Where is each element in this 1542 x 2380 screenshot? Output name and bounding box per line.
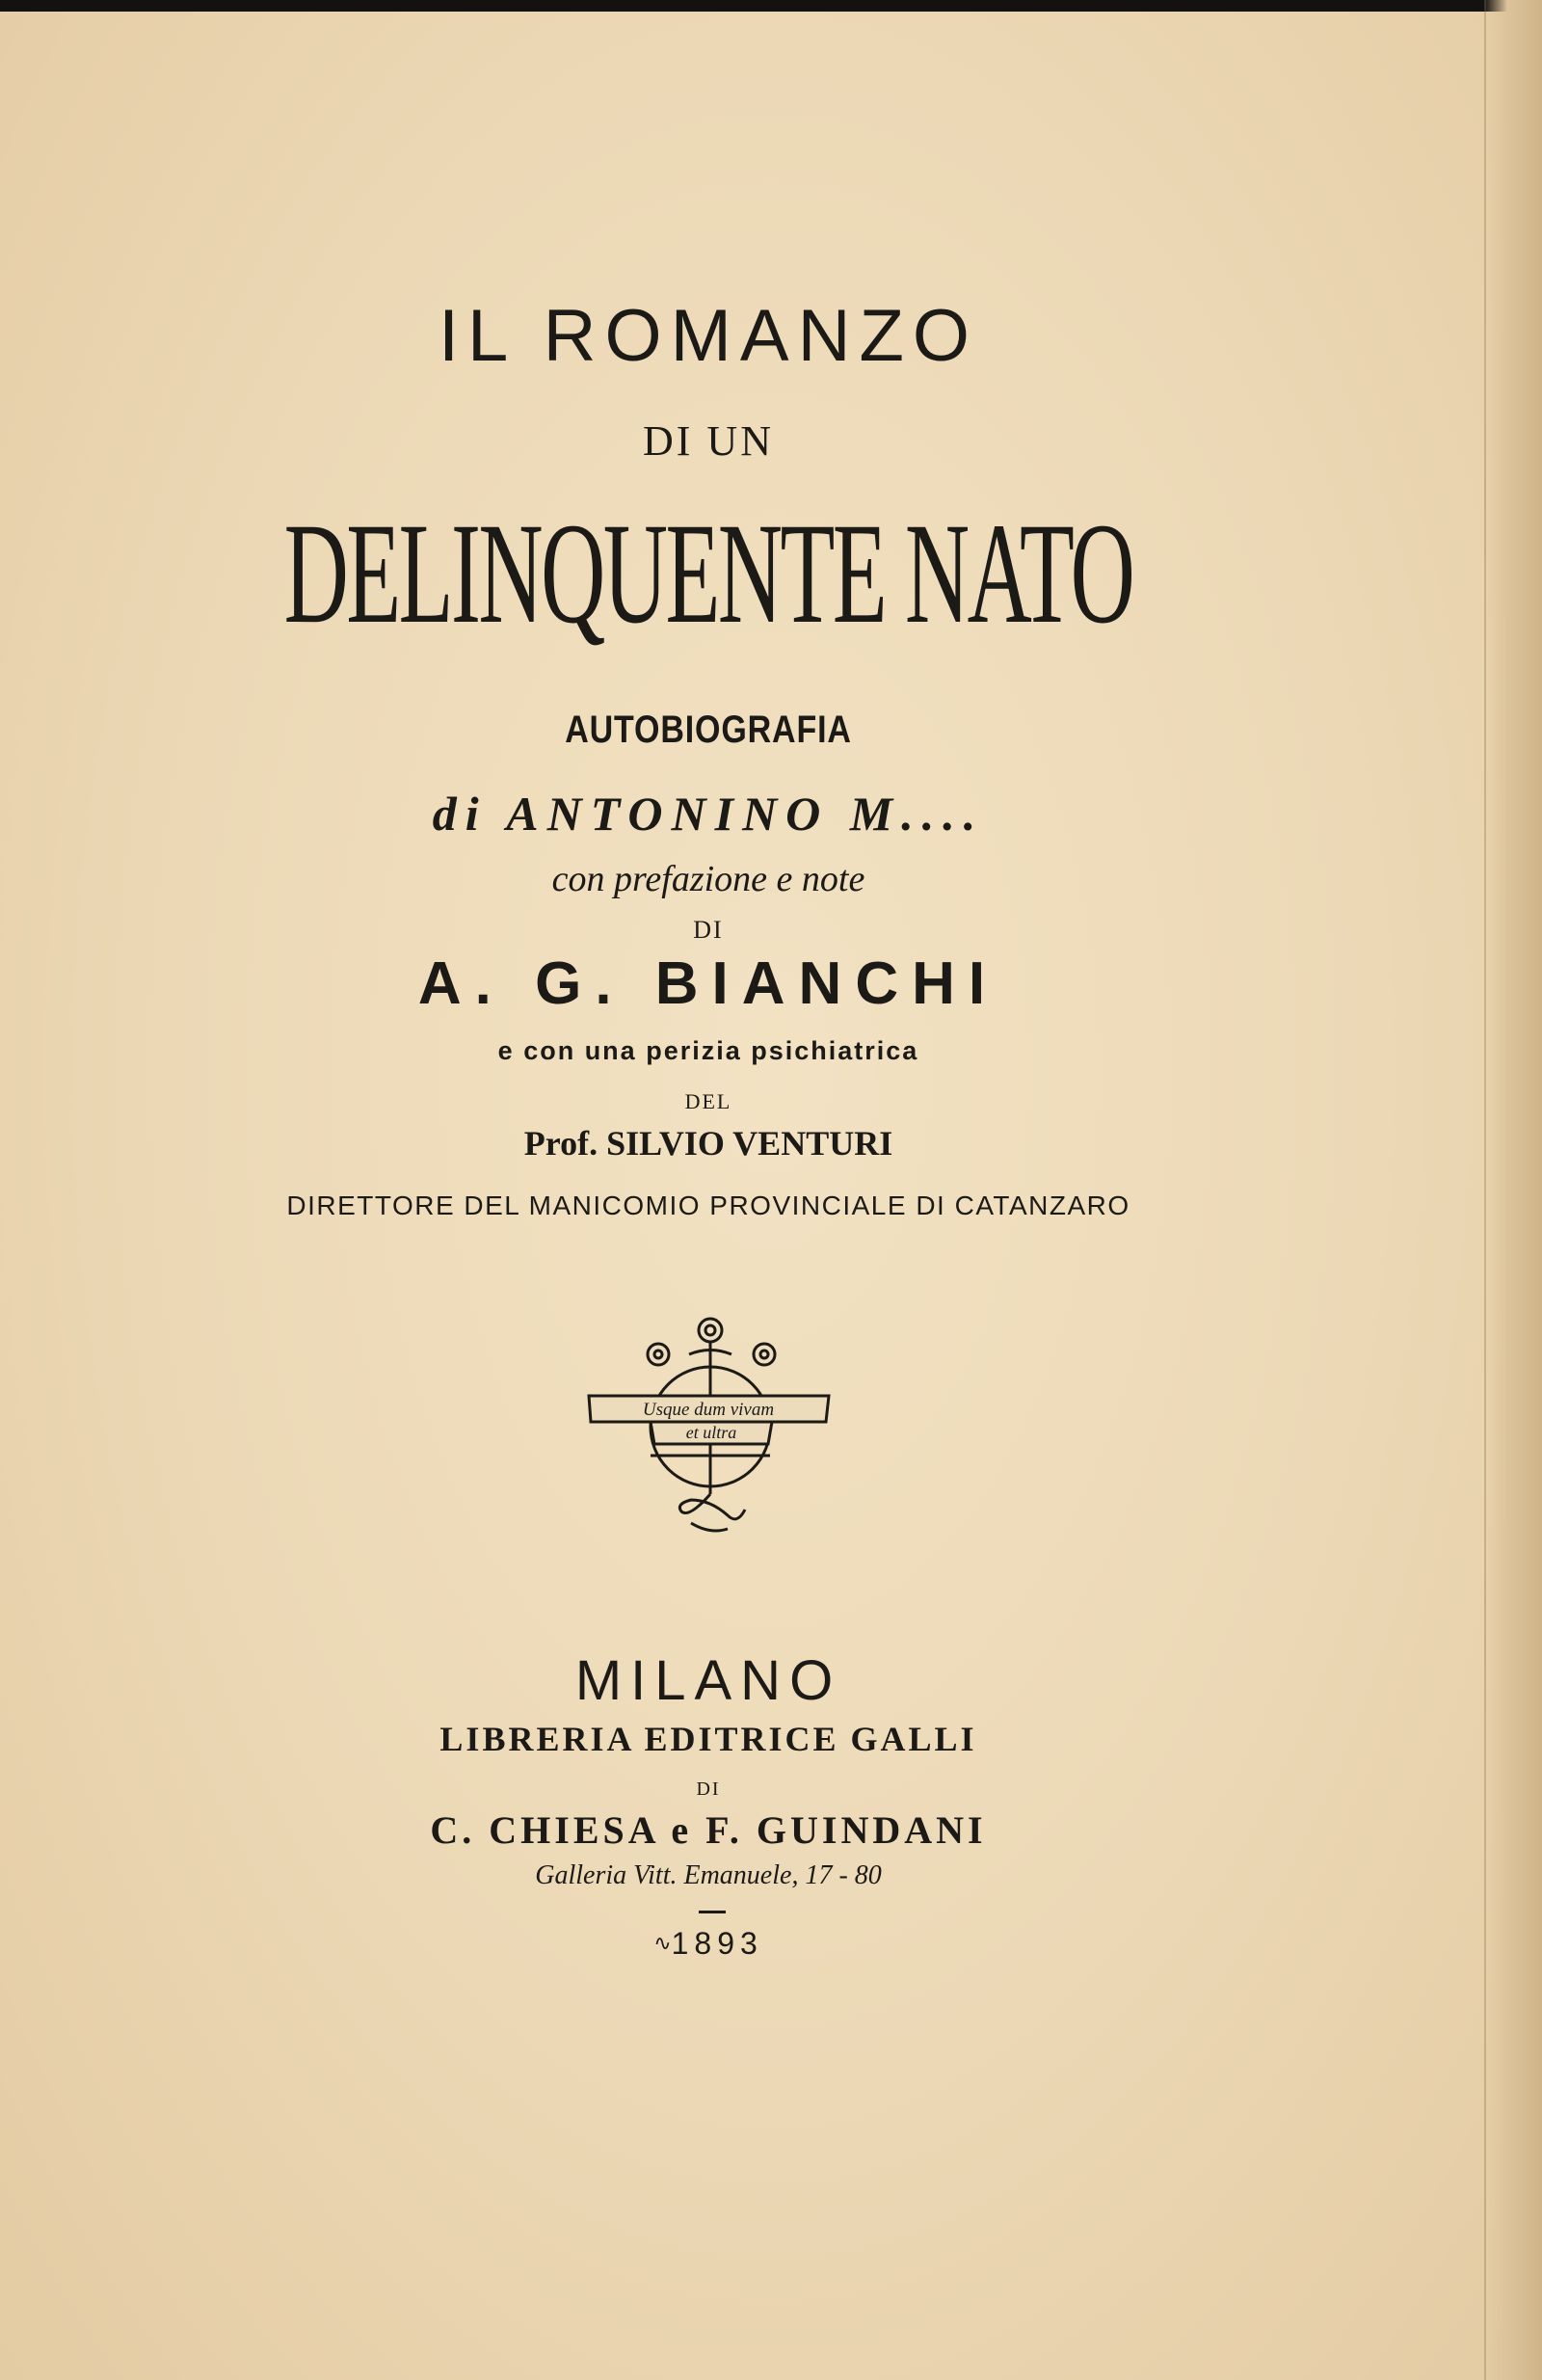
imprint-publisher: LIBRERIA EDITRICE GALLI xyxy=(439,1720,977,1758)
title-main: DELINQUENTE NATO xyxy=(283,494,1133,654)
imprint-city: MILANO xyxy=(574,1649,842,1712)
preface-note: con prefazione e note xyxy=(551,859,865,899)
author-name: ANTONINO xyxy=(506,787,830,841)
director-title: DIRETTORE DEL MANICOMIO PROVINCIALE DI CATANZARO xyxy=(286,1190,1130,1220)
page-top-edge xyxy=(0,0,1542,12)
di-label: DI xyxy=(693,916,724,944)
emblem-motto-line-1: Usque dum vivam xyxy=(642,1400,775,1420)
perizia-note: e con una perizia psichiatrica xyxy=(497,1036,919,1065)
author-line xyxy=(0,786,1417,842)
author-prefix: di xyxy=(432,787,488,841)
page-fold xyxy=(1484,0,1486,2380)
professor-name: Prof. SILVIO VENTURI xyxy=(523,1124,893,1163)
subtitle: AUTOBIOGRAFIA xyxy=(565,709,852,751)
printers-device-icon xyxy=(583,1311,838,1562)
imprint-year: 1893 xyxy=(671,1926,763,1961)
editor-name: A. G. BIANCHI xyxy=(417,950,999,1017)
emblem-motto-line-2: et ultra xyxy=(685,1423,737,1442)
tilde-ornament-icon: ∿ xyxy=(653,1931,672,1955)
title-line-1: IL ROMANZO xyxy=(438,295,979,377)
year-rule xyxy=(699,1911,726,1913)
imprint-address: Galleria Vitt. Emanuele, 17 - 80 xyxy=(535,1860,882,1890)
imprint-di-label: DI xyxy=(696,1778,721,1800)
title-line-2: DI UN xyxy=(643,417,774,465)
page-right-edge xyxy=(1484,0,1542,2380)
author-initial: M.... xyxy=(849,787,985,841)
imprint-year-line xyxy=(0,1926,1417,1962)
imprint-printers: C. CHIESA e F. GUINDANI xyxy=(430,1808,987,1852)
del-label: DEL xyxy=(684,1089,732,1113)
